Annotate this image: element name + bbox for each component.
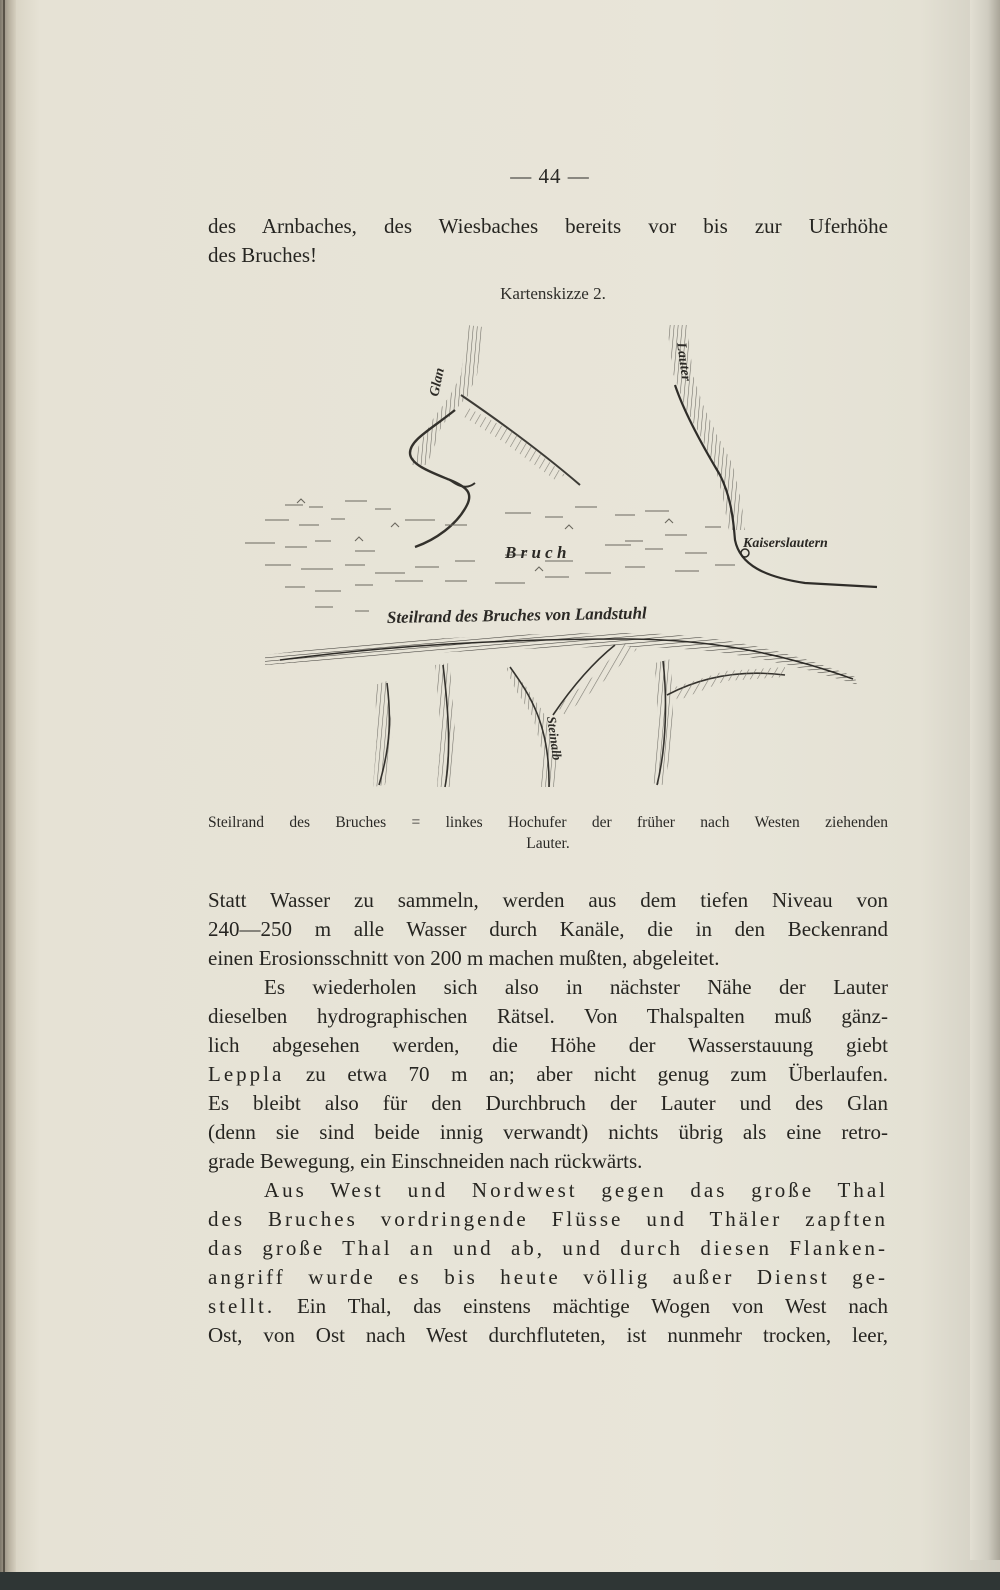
page-number: — 44 — (510, 164, 590, 188)
label-bruch: B r u c h (505, 543, 567, 562)
text-line: einen Erosionsschnitt von 200 m machen mußten, abgeleitet. (208, 946, 720, 970)
text-line: 240—250 m alle Wasser durch Kanäle, die in den Beckenrand (208, 917, 888, 941)
text-line: des Bruches vordringende Flüsse und Thäler zapften (208, 1207, 888, 1231)
gutter-line (3, 0, 5, 1590)
label-kaiserslautern: Kaiserslautern (743, 536, 828, 551)
intro-paragraph (208, 212, 888, 270)
caption-line: Lauter. (526, 835, 570, 852)
text-line: (denn sie sind beide innig verwandt) nichts übrig als eine retro- (208, 1120, 888, 1144)
page-edge-shadow (970, 0, 1000, 1560)
label-steilrand: Steilrand des Bruches von Landstuhl (386, 603, 647, 627)
author-name: Leppla (208, 1062, 285, 1086)
body-text (208, 886, 888, 1350)
glan-valley (410, 325, 580, 547)
text-line: des Bruches! (208, 243, 318, 267)
text-line (208, 1060, 888, 1089)
caption-line: Steilrand des Bruches = linkes Hochufer der früher nach Westen ziehenden (208, 814, 888, 831)
text-line: Es wiederholen sich also in nächster Nähe der Lauter (264, 975, 888, 999)
scan-background-band (0, 1572, 1000, 1590)
text-line: dieselben hydrographischen Rätsel. Von Thalspalten muß gänz- (208, 1004, 888, 1028)
marsh-symbols (245, 499, 735, 611)
text-line: Aus West und Nordwest gegen das große Thal (264, 1178, 888, 1202)
text-span: Ein Thal, das einstens mächtige Wogen von West nach (275, 1294, 888, 1318)
southern-valleys (373, 643, 785, 787)
label-glan: Glan (427, 366, 448, 398)
text-line: Ost, von Ost nach West durchfluteten, ist nunmehr trocken, leer, (208, 1323, 888, 1347)
text-line: angriff wurde es bis heute völlig außer Dienst ge- (208, 1265, 888, 1289)
text-line: Es bleibt also für den Durchbruch der Lauter und des Glan (208, 1091, 888, 1115)
text-line: grade Bewegung, ein Einschneiden nach rückwärts. (208, 1149, 643, 1173)
label-lauter: Lauter (673, 341, 694, 383)
text-span: stellt. (208, 1294, 276, 1318)
label-steinalb: Steinalb (544, 715, 566, 762)
text-line: lich abgesehen werden, die Höhe der Wasserstauung giebt (208, 1033, 888, 1057)
sketch-map (205, 315, 885, 805)
figure-title: Kartenskizze 2. (500, 284, 606, 303)
lauter-valley (667, 325, 877, 587)
text-line (208, 1292, 888, 1321)
text-line: das große Thal an und ab, und durch diesen Flanken- (208, 1236, 888, 1260)
text-line: des Arnbaches, des Wiesbaches bereits vor bis zur Uferhöhe (208, 214, 888, 238)
figure-caption (208, 812, 888, 854)
text-line: Statt Wasser zu sammeln, werden aus dem tiefen Niveau von (208, 888, 888, 912)
text-span: zu etwa 70 m an; aber nicht genug zum Überlaufen. (284, 1062, 888, 1086)
